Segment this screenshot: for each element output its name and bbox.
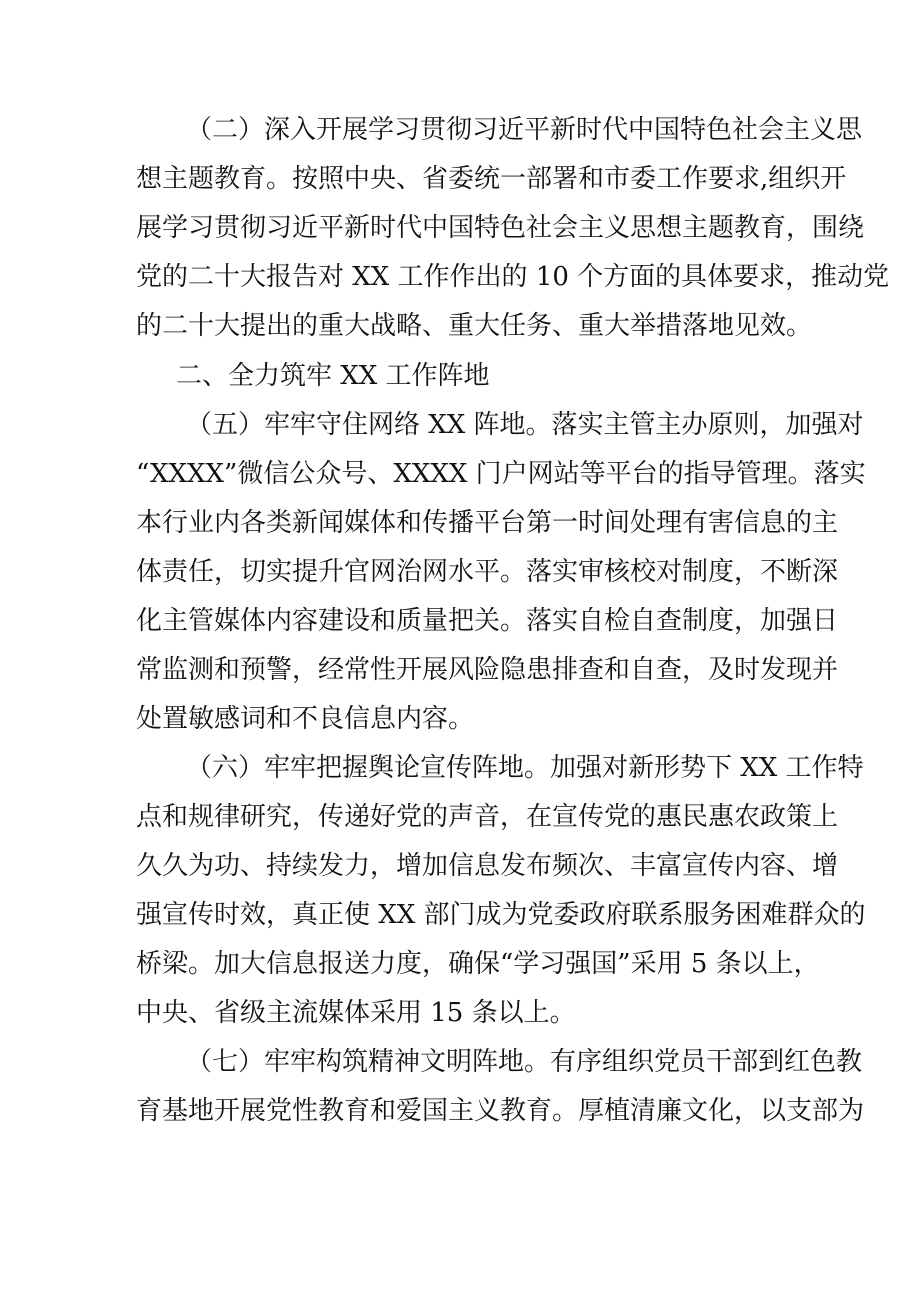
paragraph-6-line-5: 桥梁。加大信息报送力度，确保“学习强国”采用 5 条以上，	[136, 949, 820, 979]
paragraph-6-line-1: （六）牢牢把握舆论宣传阵地。加强对新形势下 XX 工作特	[186, 753, 864, 783]
section-heading-2: 二、全力筑牢 XX 工作阵地	[176, 361, 490, 391]
paragraph-2-line-4: 党的二十大报告对 XX 工作作出的 10 个方面的具体要求，推动党	[136, 262, 890, 292]
paragraph-5-line-6: 常监测和预警，经常性开展风险隐患排查和自查，及时发现并	[136, 655, 839, 685]
paragraph-2-line-2: 想主题教育。按照中央、省委统一部署和市委工作要求,组织开	[136, 164, 847, 194]
paragraph-5-line-1: （五）牢牢守住网络 XX 阵地。落实主管主办原则，加强对	[186, 410, 864, 440]
paragraph-5-line-4: 体责任，切实提升官网治网水平。落实审核校对制度，不断深	[136, 557, 839, 587]
paragraph-5-line-7: 处置敏感词和不良信息内容。	[136, 704, 475, 734]
paragraph-6-line-2: 点和规律研究，传递好党的声音，在宣传党的惠民惠农政策上	[136, 802, 839, 832]
paragraph-5-line-3: 本行业内各类新闻媒体和传播平台第一时间处理有害信息的主	[136, 508, 839, 538]
paragraph-6-line-4: 强宣传时效，真正使 XX 部门成为党委政府联系服务困难群众的	[136, 900, 866, 930]
paragraph-2-line-1: （二）深入开展学习贯彻习近平新时代中国特色社会主义思	[186, 115, 863, 145]
paragraph-7-line-1: （七）牢牢构筑精神文明阵地。有序组织党员干部到红色教	[186, 1047, 863, 1077]
paragraph-7-line-2: 育基地开展党性教育和爱国主义教育。厚植清廉文化，以支部为	[136, 1096, 865, 1126]
paragraph-5-line-2: “XXXX”微信公众号、XXXX 门户网站等平台的指导管理。落实	[136, 459, 866, 489]
paragraph-6-line-6: 中央、省级主流媒体采用 15 条以上。	[136, 998, 576, 1028]
paragraph-2-line-5: 的二十大提出的重大战略、重大任务、重大举措落地见效。	[136, 311, 813, 341]
paragraph-6-line-3: 久久为功、持续发力，增加信息发布频次、丰富宣传内容、增	[136, 851, 839, 881]
paragraph-2-line-3: 展学习贯彻习近平新时代中国特色社会主义思想主题教育，围绕	[136, 213, 865, 243]
paragraph-5-line-5: 化主管媒体内容建设和质量把关。落实自检自查制度，加强日	[136, 606, 839, 636]
